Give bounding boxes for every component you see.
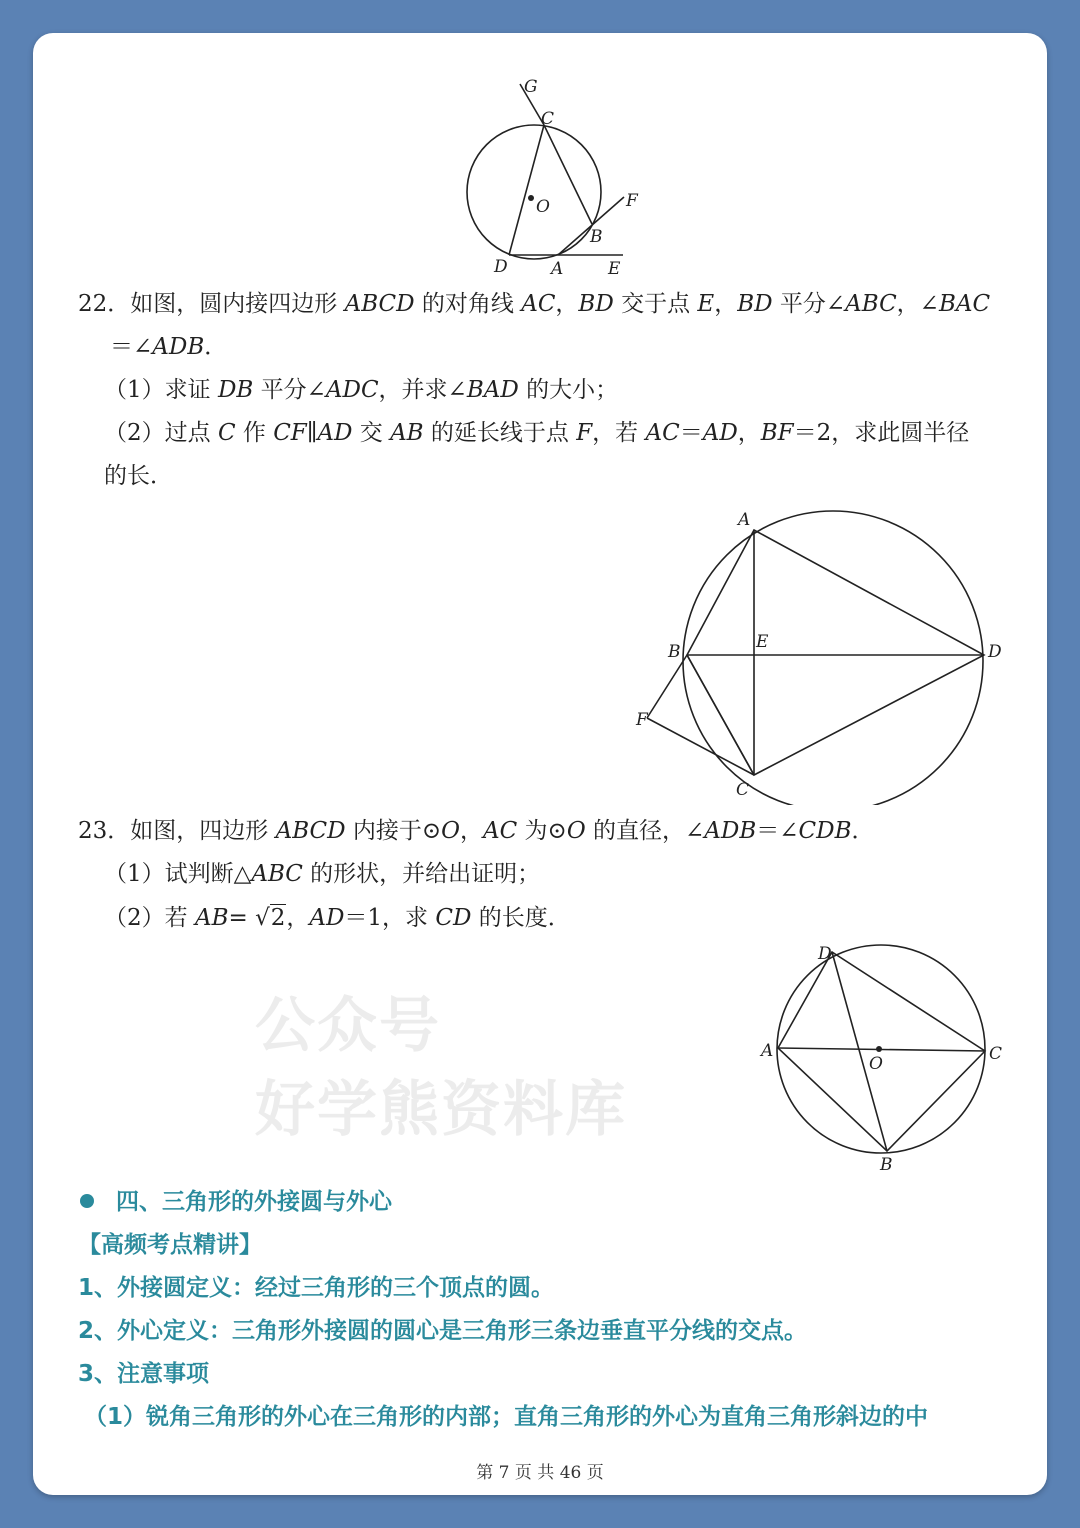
label-O: O [869,1054,883,1074]
label-F: F [626,191,638,211]
q22-text1: 如图，圆内接四边形 ABCD 的对角线 AC，BD 交于点 E，BD 平分∠ABC，∠BAC [130,291,991,317]
section-item-4: （1）锐角三角形的外心在三角形的内部；直角三角形的外心为直角三角形斜边的中 [84,1404,929,1430]
q23-number: 23． [78,818,131,844]
figure-23 [752,935,1012,1175]
section-item-1: 1、外接圆定义：经过三角形的三个顶点的圆。 [78,1275,555,1301]
label-F: F [636,710,648,730]
q22-number: 22． [78,291,131,317]
watermark-line2: 好学熊资料库 [255,1075,627,1145]
label-A: A [551,259,564,279]
q23-part1: （1）试判断△ABC 的形状，并给出证明； [104,861,541,887]
label-B: B [668,642,681,662]
q23-text1: 如图，四边形 ABCD 内接于⊙O，AC 为⊙O 的直径，∠ADB＝∠CDB． [130,818,875,844]
q23-line1 [78,815,874,847]
section-item-3: 3、注意事项 [78,1361,210,1387]
figure-21 [440,72,660,282]
label-C: C [541,109,555,129]
label-D: D [494,257,508,277]
q22-line1 [78,288,990,320]
label-C: C [736,780,750,800]
label-G: G [524,77,538,97]
q22-part2: （2）过点 C 作 CF∥AD 交 AB 的延长线于点 F，若 AC＝AD，BF＝2，求此圆半径 [104,420,970,446]
label-B: B [590,227,603,247]
figure-22 [630,505,1010,805]
label-E: E [608,259,621,279]
page-footer: 第 7 页 共 46 页 [476,1463,604,1483]
q22-part1: （1）求证 DB 平分∠ADC，并求∠BAD 的大小； [104,377,619,403]
section-item-2: 2、外心定义：三角形外接圆的圆心是三角形三条边垂直平分线的交点。 [78,1318,808,1344]
section-subtitle: 【高频考点精讲】 [78,1232,262,1258]
label-O: O [536,197,550,217]
q23-part2: （2）若 AB= √2，AD＝1，求 CD 的长度． [104,905,571,931]
q22-part2-cont: 的长． [104,463,173,489]
label-D: D [988,642,1002,662]
label-A: A [738,510,751,530]
label-A: A [761,1041,774,1061]
watermark-line1: 公众号 [255,991,441,1061]
section-title [80,1183,392,1216]
label-D: D [818,944,832,964]
q22-line2: ＝∠ADB． [110,334,228,360]
label-C: C [989,1044,1003,1064]
bullet-dot-icon [80,1194,94,1208]
label-B: B [880,1155,893,1175]
section-title-text: 四、三角形的外接圆与外心 [116,1189,392,1215]
label-E: E [756,632,769,652]
